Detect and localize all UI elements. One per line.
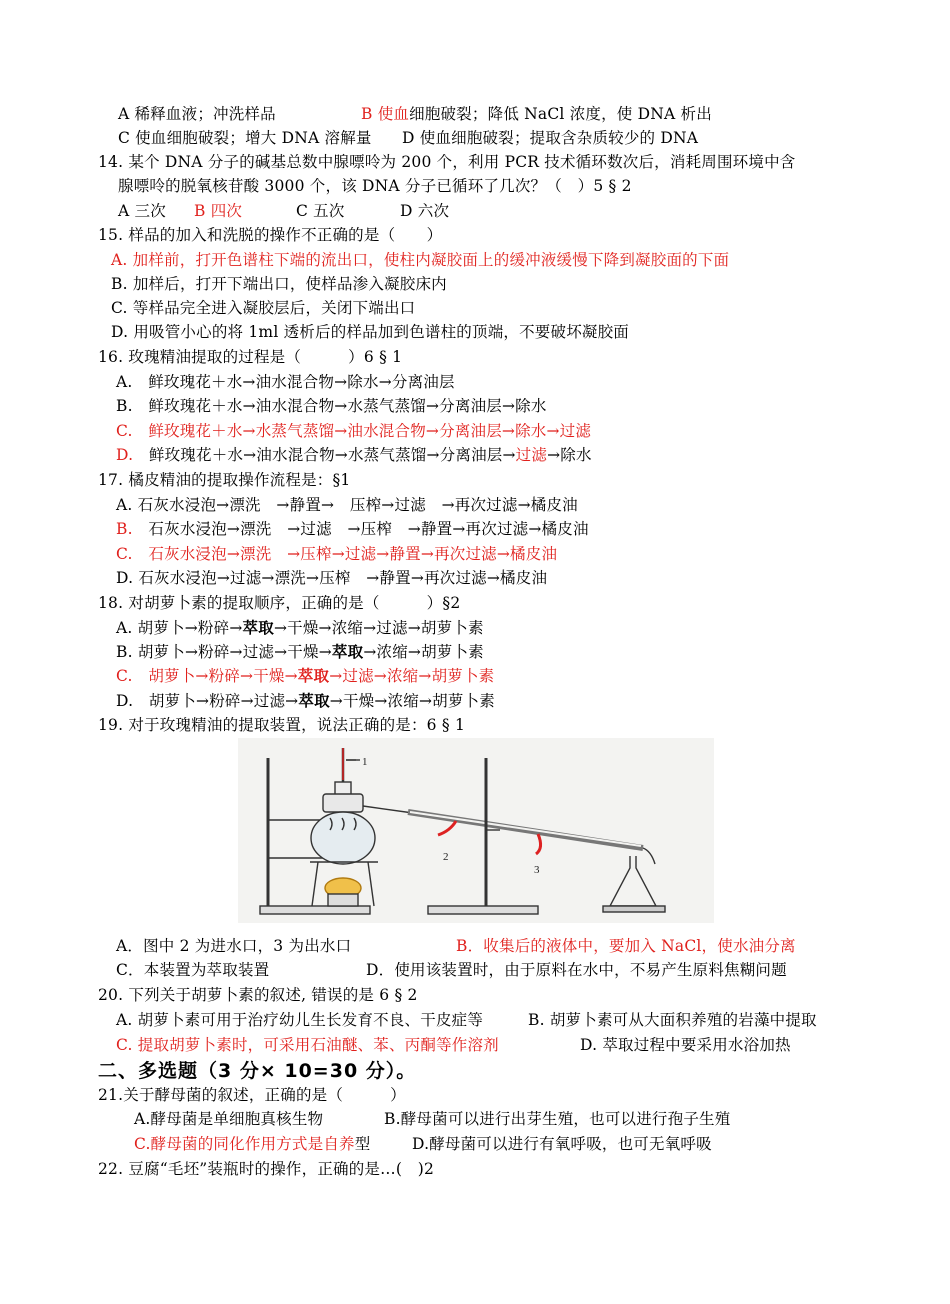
q16-option-d-text: 鲜玫瑰花＋水→油水混合物→水蒸气蒸馏→分离油层→ — [133, 446, 516, 464]
figure-label-3: 3 — [534, 864, 540, 876]
q14-option-c: C 五次 — [296, 202, 345, 220]
q20-option-b: B. 胡萝卜素可从大面积养殖的岩藻中提取 — [528, 1011, 817, 1029]
q15-option-a: A. 加样前，打开色谱柱下端的流出口，使柱内凝胶面上的缓冲液缓慢下降到凝胶面的下面 — [111, 251, 730, 269]
q15-option-d: D. 用吸管小心的将 1ml 透析后的样品加到色谱柱的顶端，不要破坏凝胶面 — [111, 323, 630, 341]
q17-stem: 17. 橘皮精油的提取操作流程是：§1 — [98, 471, 351, 489]
q22-stem: 22. 豆腐“毛坯”装瓶时的操作，正确的是…( )2 — [98, 1160, 435, 1178]
q17-option-d: D. 石灰水浸泡→过滤→漂洗→压榨 →静置→再次过滤→橘皮油 — [116, 569, 548, 587]
q18-option-b-bold: 萃取 — [331, 642, 364, 661]
q21-option-d: D.酵母菌可以进行有氧呼吸，也可无氧呼吸 — [412, 1135, 712, 1153]
q21-option-b: B.酵母菌可以进行出芽生殖，也可以进行孢子生殖 — [384, 1110, 731, 1128]
q17-option-a: A. 石灰水浸泡→漂洗 →静置→ 压榨→过滤 →再次过滤→橘皮油 — [116, 496, 578, 514]
q18-option-c-part3: →过滤→浓缩→胡萝卜素 — [329, 667, 495, 685]
figure-label-2: 2 — [443, 851, 449, 863]
q16-option-b: B. 鲜玫瑰花＋水→油水混合物→水蒸气蒸馏→分离油层→除水 — [116, 397, 547, 415]
q18-stem: 18. 对胡萝卜素的提取顺序，正确的是（ ）§2 — [98, 594, 461, 612]
q19-option-a: A．图中 2 为进水口，3 为出水口 — [116, 937, 352, 955]
q21-stem: 21.关于酵母菌的叙述，正确的是（ ） — [98, 1086, 406, 1104]
q18-option-d-bold: 萃取 — [298, 691, 330, 710]
q17-option-c: C. 石灰水浸泡→漂洗 →压榨→过滤→静置→再次过滤→橘皮油 — [116, 545, 558, 563]
q17-option-b — [116, 518, 589, 540]
q18-option-d-part3: →干燥→浓缩→胡萝卜素 — [329, 692, 495, 710]
q13-option-b — [361, 103, 712, 125]
q15-stem: 15. 样品的加入和洗脱的操作不正确的是（ ） — [98, 226, 443, 244]
q13-option-d: D 使血细胞破裂；提取含杂质较少的 DNA — [402, 129, 699, 147]
q18-option-a-part1: A. 胡萝卜→粉碎→ — [116, 619, 243, 637]
q15-option-b: B. 加样后，打开下端出口，使样品渗入凝胶床内 — [111, 275, 447, 293]
q19-option-d: D．使用该装置时，由于原料在水中，不易产生原料焦糊问题 — [366, 961, 787, 979]
q15-option-c: C. 等样品完全进入凝胶层后，关闭下端出口 — [111, 299, 416, 317]
distillation-apparatus-figure — [238, 738, 714, 923]
q21-option-c-highlight: C.酵母菌的同化作用方式是自养 — [134, 1135, 355, 1153]
q20-option-a: A. 胡萝卜素可用于治疗幼儿生长发育不良、干皮症等 — [116, 1011, 484, 1029]
q20-option-c: C. 提取胡萝卜素时，可采用石油醚、苯、丙酮等作溶剂 — [116, 1036, 499, 1054]
q20-stem: 20. 下列关于胡萝卜素的叙述, 错误的是 6 § 2 — [98, 986, 418, 1004]
q14-stem-line2: 腺嘌呤的脱氧核苷酸 3000 个，该 DNA 分子已循环了几次？（ ）5 § 2 — [118, 177, 632, 195]
q18-option-a-bold: 萃取 — [242, 618, 274, 637]
q19-option-b: B．收集后的液体中，要加入 NaCl，使水油分离 — [456, 937, 796, 955]
q16-option-d-end: →除水 — [547, 446, 592, 464]
q16-option-d — [116, 444, 592, 466]
q14-option-b: B 四次 — [194, 202, 243, 220]
q16-option-d-letter: D. — [116, 446, 134, 464]
q14-option-a: A 三次 — [118, 202, 166, 220]
q18-option-c-part1: C. 胡萝卜→粉碎→干燥→ — [116, 667, 298, 685]
q18-option-a — [116, 617, 484, 639]
q18-option-d — [116, 690, 495, 712]
q14-option-d: D 六次 — [400, 202, 450, 220]
q13-option-a: A 稀释血液；冲洗样品 — [118, 105, 276, 123]
q16-option-d-highlight: 过滤 — [515, 446, 548, 464]
q18-option-b-part1: B. 胡萝卜→粉碎→过滤→干燥→ — [116, 643, 332, 661]
q20-option-d: D. 萃取过程中要采用水浴加热 — [580, 1036, 791, 1054]
q18-option-b-part3: →浓缩→胡萝卜素 — [363, 643, 484, 661]
q16-option-a: A. 鲜玫瑰花＋水→油水混合物→除水→分离油层 — [116, 373, 455, 391]
q18-option-d-part1: D. 胡萝卜→粉碎→过滤→ — [116, 692, 299, 710]
q19-option-c: C．本装置为萃取装置 — [116, 961, 270, 979]
figure-label-1: 1 — [362, 756, 368, 768]
q13-option-b-rest: 细胞破裂；降低 NaCl 浓度，使 DNA 析出 — [409, 105, 712, 123]
section-heading: 二、多选题（3 分× 10=30 分）。 — [98, 1060, 417, 1082]
q18-option-a-part3: →干燥→浓缩→过滤→胡萝卜素 — [273, 619, 484, 637]
q16-stem: 16. 玫瑰精油提取的过程是（ ）6 § 1 — [98, 348, 403, 366]
q18-option-c-bold: 萃取 — [297, 666, 330, 685]
q16-option-c: C. 鲜玫瑰花＋水→水蒸气蒸馏→油水混合物→分离油层→除水→过滤 — [116, 422, 592, 440]
q13-option-c: C 使血细胞破裂；增大 DNA 溶解量 — [118, 129, 372, 147]
q17-option-b-text: 石灰水浸泡→漂洗 →过滤 →压榨 →静置→再次过滤→橘皮油 — [132, 520, 589, 538]
distillation-apparatus-drawing — [238, 738, 714, 923]
q21-option-c-end: 型 — [354, 1135, 371, 1153]
q21-option-a: A.酵母菌是单细胞真核生物 — [134, 1110, 324, 1128]
q18-option-b — [116, 641, 484, 663]
q21-option-c — [134, 1133, 370, 1155]
q13-option-b-highlight: B 使血 — [361, 105, 410, 123]
q14-stem-line1: 14. 某个 DNA 分子的碱基总数中腺嘌呤为 200 个，利用 PCR 技术循环数次后，消耗周围环境中含 — [98, 153, 796, 171]
q19-stem: 19. 对于玫瑰精油的提取装置，说法正确的是：6 § 1 — [98, 716, 466, 734]
q17-option-b-letter: B. — [116, 520, 133, 538]
q18-option-c — [116, 665, 494, 687]
